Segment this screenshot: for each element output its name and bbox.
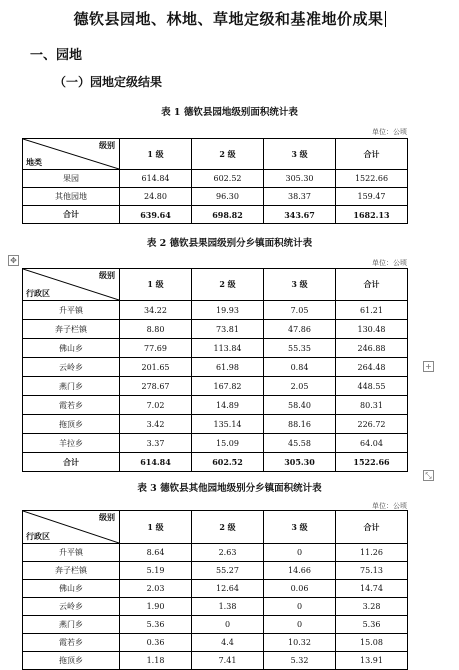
table-cell: 64.04 [336, 434, 408, 453]
table-cell: 3.37 [120, 434, 192, 453]
subsection-heading: （一）园地定级结果 [54, 75, 163, 89]
table-cell: 96.30 [192, 188, 264, 206]
table-cell: 2.63 [192, 544, 264, 562]
row-label: 佛山乡 [23, 580, 120, 598]
table-move-handle[interactable]: ✥ [8, 255, 19, 266]
table-resize-icon[interactable]: ⤡ [423, 470, 434, 481]
table-cell: 13.91 [336, 652, 408, 670]
table-cell: 8.64 [120, 544, 192, 562]
table-cell: 602.52 [192, 170, 264, 188]
row-label: 拖顶乡 [23, 652, 120, 670]
table-row [23, 544, 408, 562]
row-label: 合计 [23, 206, 120, 224]
table-cell: 3.28 [336, 598, 408, 616]
table-add-column-icon[interactable]: + [423, 361, 434, 372]
table-row [23, 453, 408, 472]
corner-bottom-label: 行政区 [26, 288, 50, 298]
table-cell: 10.32 [264, 634, 336, 652]
table2-caption: 表 2 德钦县果园级别分乡镇面积统计表 [146, 238, 313, 249]
table-cell: 4.4 [192, 634, 264, 652]
table-row [23, 580, 408, 598]
row-label: 云岭乡 [23, 598, 120, 616]
table-cell: 12.64 [192, 580, 264, 598]
table-row [23, 206, 408, 224]
table-cell: 278.67 [120, 377, 192, 396]
table-cell: 2.03 [120, 580, 192, 598]
table-cell: 201.65 [120, 358, 192, 377]
table-cell: 0.84 [264, 358, 336, 377]
table-cell: 14.89 [192, 396, 264, 415]
table-row [23, 415, 408, 434]
table-cell: 0 [264, 598, 336, 616]
table-cell: 135.14 [192, 415, 264, 434]
table-corner-header [23, 269, 120, 301]
corner-top-label: 级别 [99, 512, 115, 522]
row-label: 羊拉乡 [23, 434, 120, 453]
row-label: 其他园地 [23, 188, 120, 206]
table-cell: 77.69 [120, 339, 192, 358]
table-cell: 2.05 [264, 377, 336, 396]
corner-bottom-label: 行政区 [26, 531, 50, 541]
table-cell: 0 [264, 616, 336, 634]
table-cell: 0 [192, 616, 264, 634]
table-cell: 58.40 [264, 396, 336, 415]
table-cell: 1522.66 [336, 453, 408, 472]
table-cell: 61.98 [192, 358, 264, 377]
text-cursor [385, 11, 386, 27]
table-cell: 159.47 [336, 188, 408, 206]
table-cell: 264.48 [336, 358, 408, 377]
table2 [22, 268, 408, 472]
row-label: 拖顶乡 [23, 415, 120, 434]
row-label: 升平镇 [23, 544, 120, 562]
table-cell: 5.36 [120, 616, 192, 634]
column-header: 3 级 [264, 511, 336, 544]
table-cell: 88.16 [264, 415, 336, 434]
table-cell: 14.74 [336, 580, 408, 598]
table-cell: 15.09 [192, 434, 264, 453]
table-cell: 1.90 [120, 598, 192, 616]
corner-top-label: 级别 [99, 270, 115, 280]
column-header: 合计 [336, 269, 408, 301]
table-cell: 639.64 [120, 206, 192, 224]
table-cell: 34.22 [120, 301, 192, 320]
table-cell: 1682.13 [336, 206, 408, 224]
table-cell: 1.38 [192, 598, 264, 616]
corner-bottom-label: 地类 [26, 157, 42, 167]
column-header: 1 级 [120, 139, 192, 170]
table-cell: 167.82 [192, 377, 264, 396]
table-cell: 75.13 [336, 562, 408, 580]
table-corner-header [23, 511, 120, 544]
table-cell: 7.02 [120, 396, 192, 415]
table-row [23, 301, 408, 320]
table-cell: 130.48 [336, 320, 408, 339]
document-title: 德钦县园地、林地、草地定级和基准地价成果 [73, 10, 384, 28]
corner-top-label: 级别 [99, 140, 115, 150]
column-header: 1 级 [120, 269, 192, 301]
table-cell: 246.88 [336, 339, 408, 358]
row-label: 霞若乡 [23, 396, 120, 415]
table-cell: 55.27 [192, 562, 264, 580]
table-row [23, 616, 408, 634]
table-cell: 11.26 [336, 544, 408, 562]
table-cell: 7.05 [264, 301, 336, 320]
table-row [23, 358, 408, 377]
table-cell: 8.80 [120, 320, 192, 339]
row-label: 燕门乡 [23, 377, 120, 396]
table-cell: 14.66 [264, 562, 336, 580]
table-row [23, 170, 408, 188]
table-row [23, 634, 408, 652]
column-header: 2 级 [192, 269, 264, 301]
table-row [23, 396, 408, 415]
table-cell: 61.21 [336, 301, 408, 320]
table-row [23, 562, 408, 580]
table-corner-header [23, 139, 120, 170]
row-label: 升平镇 [23, 301, 120, 320]
table3 [22, 510, 408, 670]
row-label: 奔子栏镇 [23, 562, 120, 580]
column-header: 1 级 [120, 511, 192, 544]
column-header: 合计 [336, 139, 408, 170]
table-cell: 113.84 [192, 339, 264, 358]
table-row [23, 377, 408, 396]
row-label: 佛山乡 [23, 339, 120, 358]
table-cell: 614.84 [120, 170, 192, 188]
row-label: 奔子栏镇 [23, 320, 120, 339]
table-cell: 305.30 [264, 170, 336, 188]
table-row [23, 434, 408, 453]
table-cell: 80.31 [336, 396, 408, 415]
table1 [22, 138, 408, 224]
table-cell: 602.52 [192, 453, 264, 472]
table-cell: 5.32 [264, 652, 336, 670]
table-cell: 55.35 [264, 339, 336, 358]
column-header: 2 级 [192, 511, 264, 544]
table-cell: 45.58 [264, 434, 336, 453]
table-cell: 38.37 [264, 188, 336, 206]
column-header: 3 级 [264, 269, 336, 301]
table-cell: 343.67 [264, 206, 336, 224]
table-cell: 15.08 [336, 634, 408, 652]
table-cell: 24.80 [120, 188, 192, 206]
table-cell: 0 [264, 544, 336, 562]
table-cell: 305.30 [264, 453, 336, 472]
table-cell: 5.36 [336, 616, 408, 634]
table-cell: 1522.66 [336, 170, 408, 188]
table-cell: 0.36 [120, 634, 192, 652]
table-row [23, 652, 408, 670]
table-cell: 1.18 [120, 652, 192, 670]
row-label: 云岭乡 [23, 358, 120, 377]
table-cell: 614.84 [120, 453, 192, 472]
table1-unit: 单位：公顷 [372, 128, 407, 136]
row-label: 燕门乡 [23, 616, 120, 634]
table-cell: 19.93 [192, 301, 264, 320]
column-header: 3 级 [264, 139, 336, 170]
table-cell: 698.82 [192, 206, 264, 224]
table-cell: 3.42 [120, 415, 192, 434]
section-heading: 一、园地 [30, 48, 83, 63]
table1-caption: 表 1 德钦县园地级别面积统计表 [161, 107, 298, 118]
table-cell: 5.19 [120, 562, 192, 580]
column-header: 合计 [336, 511, 408, 544]
table-cell: 0.06 [264, 580, 336, 598]
table3-caption: 表 3 德钦县其他园地级别分乡镇面积统计表 [137, 483, 322, 494]
row-label: 果园 [23, 170, 120, 188]
table2-unit: 单位：公顷 [372, 259, 407, 267]
table-cell: 7.41 [192, 652, 264, 670]
table-cell: 226.72 [336, 415, 408, 434]
table-cell: 448.55 [336, 377, 408, 396]
column-header: 2 级 [192, 139, 264, 170]
table-cell: 47.86 [264, 320, 336, 339]
table-row [23, 320, 408, 339]
table-row [23, 339, 408, 358]
table3-unit: 单位：公顷 [372, 502, 407, 510]
table-row [23, 188, 408, 206]
table-row [23, 598, 408, 616]
row-label: 霞若乡 [23, 634, 120, 652]
table-cell: 73.81 [192, 320, 264, 339]
row-label: 合计 [23, 453, 120, 472]
